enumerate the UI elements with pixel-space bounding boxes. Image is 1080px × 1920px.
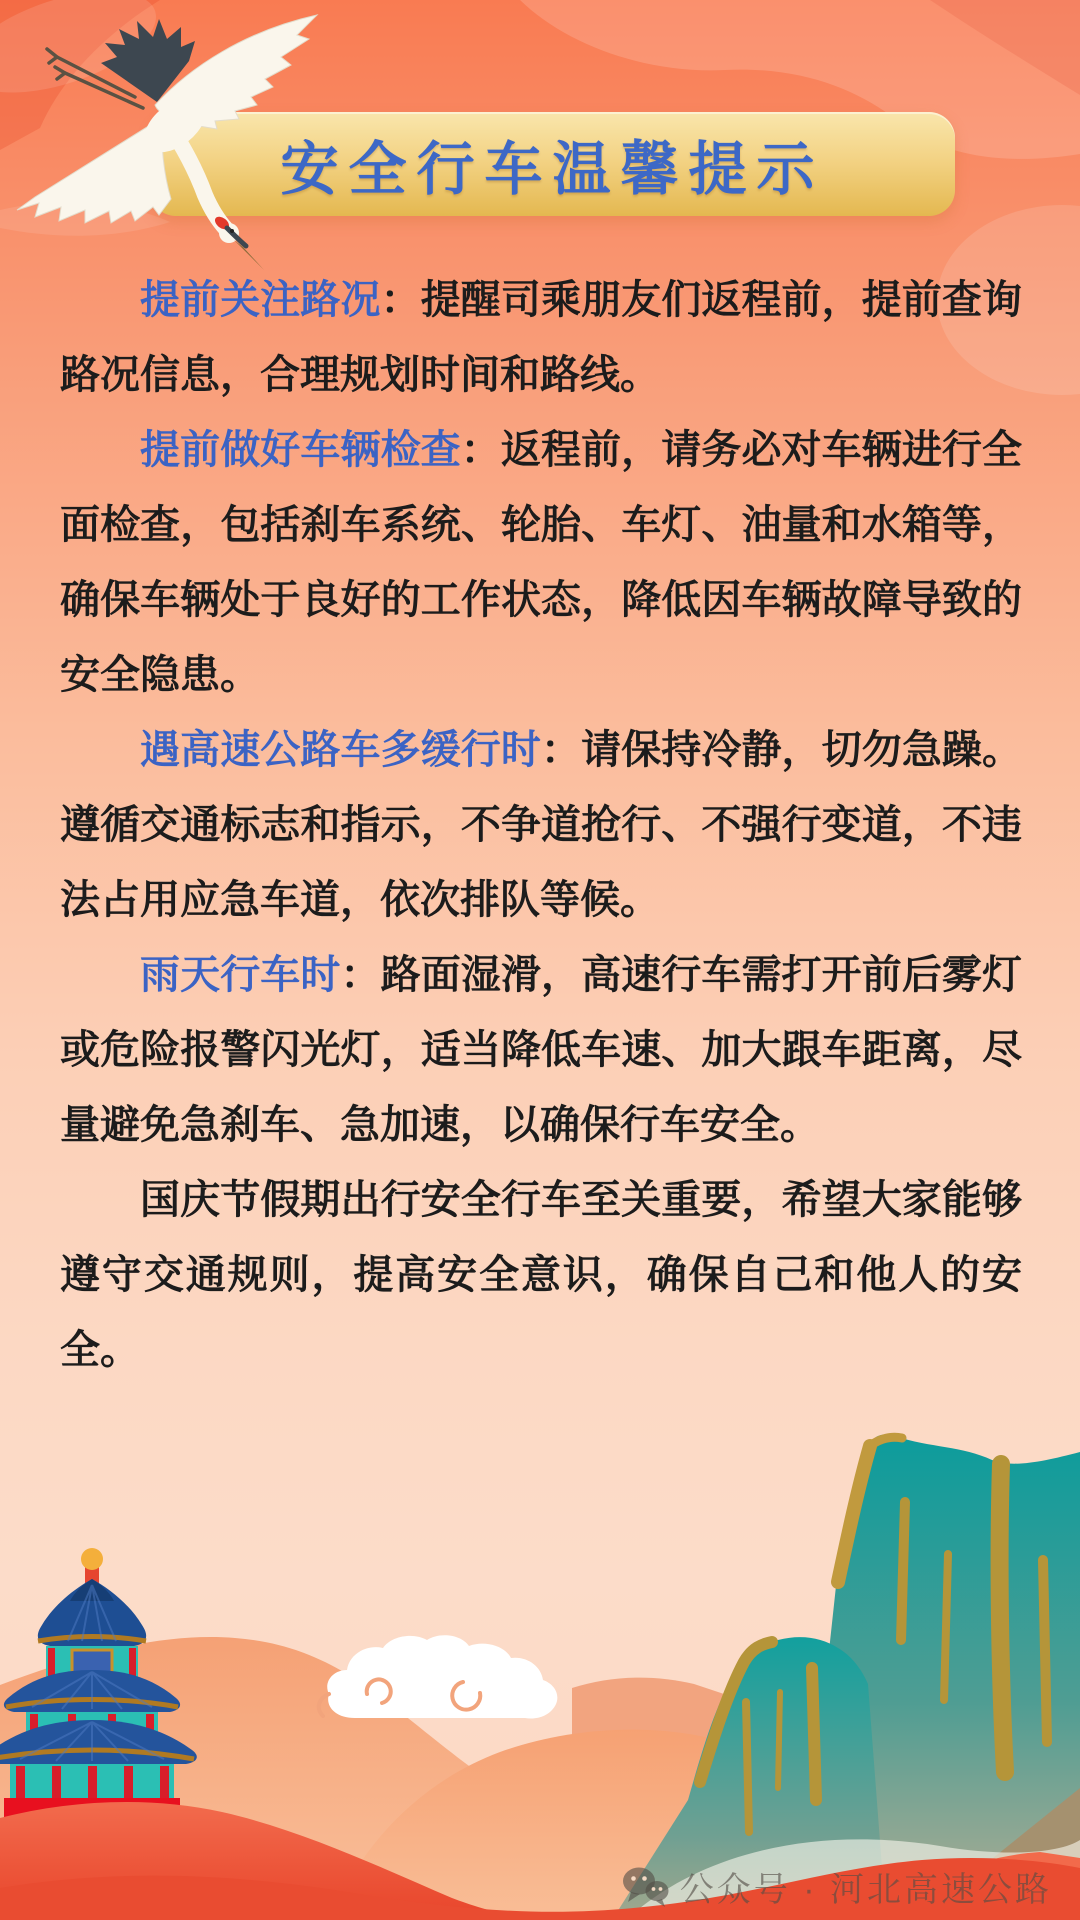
tip-heading-2: 提前做好车辆检查: [140, 428, 461, 472]
poster-title: 安全行车温馨提示: [280, 137, 825, 202]
temple-top-roof: [38, 1579, 146, 1646]
tip-heading-3: 遇高速公路车多缓行时: [140, 728, 541, 772]
tip-body-5: 国庆节假期出行安全行车至关重要，希望大家能够遵守交通规则，提高安全意识，确保自己和他人的安全。: [60, 1178, 1022, 1372]
watermark-text: 公众号 · 河北高速公路: [679, 1871, 1052, 1909]
tip-heading-1: 提前关注路况: [140, 278, 381, 322]
tip-colon-3: ：: [540, 728, 582, 772]
wechat-icon: [622, 1866, 670, 1908]
tips-text-block: [60, 263, 1022, 1388]
tip-paragraph-4: [60, 938, 1022, 1163]
tip-heading-4: 雨天行车时: [140, 953, 341, 997]
tip-paragraph-5: [60, 1163, 1022, 1388]
tip-colon-1: ：: [380, 278, 421, 322]
tip-body-4: 路面湿滑，高速行车需打开前后雾灯或危险报警闪光灯，适当降低车速、加大跟车距离，尽量避免急刹车、急加速，以确保行车安全。: [60, 953, 1023, 1147]
red-crowned-crane-illustration: [5, 5, 335, 275]
tip-paragraph-2: [60, 413, 1022, 713]
account-watermark: [622, 1862, 1052, 1911]
tip-colon-2: ：: [460, 428, 501, 472]
tip-paragraph-1: [60, 263, 1022, 413]
tip-paragraph-3: [60, 713, 1022, 938]
tip-body-3: 请保持冷静，切勿急躁。遵循交通标志和指示，不争道抢行、不强行变道，不违法占用应急车道，依次排队等候。: [60, 728, 1023, 922]
tip-body-1: 提醒司乘朋友们返程前，提前查询路况信息，合理规划时间和路线。: [60, 278, 1023, 397]
tip-colon-4: ：: [340, 953, 381, 997]
tip-body-2: 返程前，请务必对车辆进行全面检查，包括刹车系统、轮胎、车灯、油量和水箱等，确保车辆处于良好的工作状态，降低因车辆故障导致的安全隐患。: [60, 428, 1023, 697]
